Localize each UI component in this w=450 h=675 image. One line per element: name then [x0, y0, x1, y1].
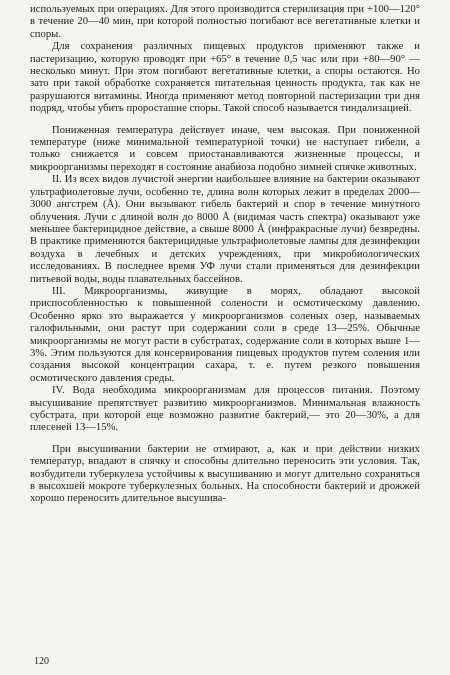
paragraph-low-temperature: Пониженная температура действует иначе, чем высокая. При пониженной температуре (ниже минимальной температурной точки) не наступает гибели, а только снижается и совсем приостанавливаются жизненные процессы, и микроорганизмы переходят в состояние анабиоза подобно зимней спячке животных. — [30, 124, 420, 173]
paragraph-radiant-energy: II. Из всех видов лучистой энергии наибольшее влияние на бактерии оказывают ультрафиолетовые лучи, особенно те, длина волн которых лежит в пределах 2000—3000 ангстрем (Å). Они вызывают гибель бактерий и спор в течение минутного облучения. Лучи с длиной волн до 8000 Å (видимая часть спектра) оказывают уже меньшее бактерицидное действие, а свыше 8000 Å (инфракрасные лучи) безвредны. В практике применяются бактерицидные ультрафиолетовые лампы для дезинфекции воздуха в лечебных и детских учреждениях, при микробиологических исследованиях. В последнее время УФ лучи стали применяться для дезинфекции питьевой воды, воды плавательных бассейнов. — [30, 174, 420, 285]
paragraph-pasteurization: Для сохранения различных пищевых продуктов применяют также и пастеризацию, которую проводят при +65° в течение 0,5 час или при +80—90° — несколько минут. При этом погибают вегетативные клетки, а споры остаются. Но зато при такой обработке сохраняется питательная ценность продукта, так как не разрушаются витамины. Иногда применяют метод повторной пастеризации три дня подряд, чтобы убить проросташие споры. Такой способ называется тиндализацией. — [30, 41, 420, 115]
paragraph-sterilization-end: используемых при операциях. Для этого производится стерилизация при +100—120° в течение 20—40 мин, при которой полностью погибают все вегетативные клетки и споры. — [30, 4, 420, 40]
document-page — [30, 4, 420, 669]
paragraph-drying: При высушивании бактерии не отмирают, а, как и при действии низких температур, впадают в спячку и способны длительно переносить эти условия. Так, возбудители туберкулеза устойчивы к высушиванию и могут длительно сохраняться в высохшей мокроте туберкулезных больных. На способности бактерий и дрожжей хорошо переносить длительное высушива- — [30, 443, 420, 505]
paragraph-water: IV. Вода необходима микроорганизмам для процессов питания. Поэтому высушивание препятствует развитию микроорганизмов. Минимальная влажность субстрата, при которой еще возможно развитие бактерий,— это 20—30%, а для плесеней 13—15%. — [30, 385, 420, 434]
page-number: 120 — [34, 656, 49, 667]
paragraph-osmotic-pressure: III. Микроорганизмы, живущие в морях, обладают высокой приспособленностью к повышенной солености и осмотическому давлению. Особенно ярко это выражается у микроорганизмов соленых озер, называемых галофильными, они растут при содержании соли в среде 13—25%. Обычные микроорганизмы не могут расти в субстратах, содержание соли в которых выше 1—3%. Этим пользуются для консервирования пищевых продуктов путем соления или создания высокой концентрации сахара, т. е. путем резкого повышения осмотического давления среды. — [30, 285, 420, 384]
